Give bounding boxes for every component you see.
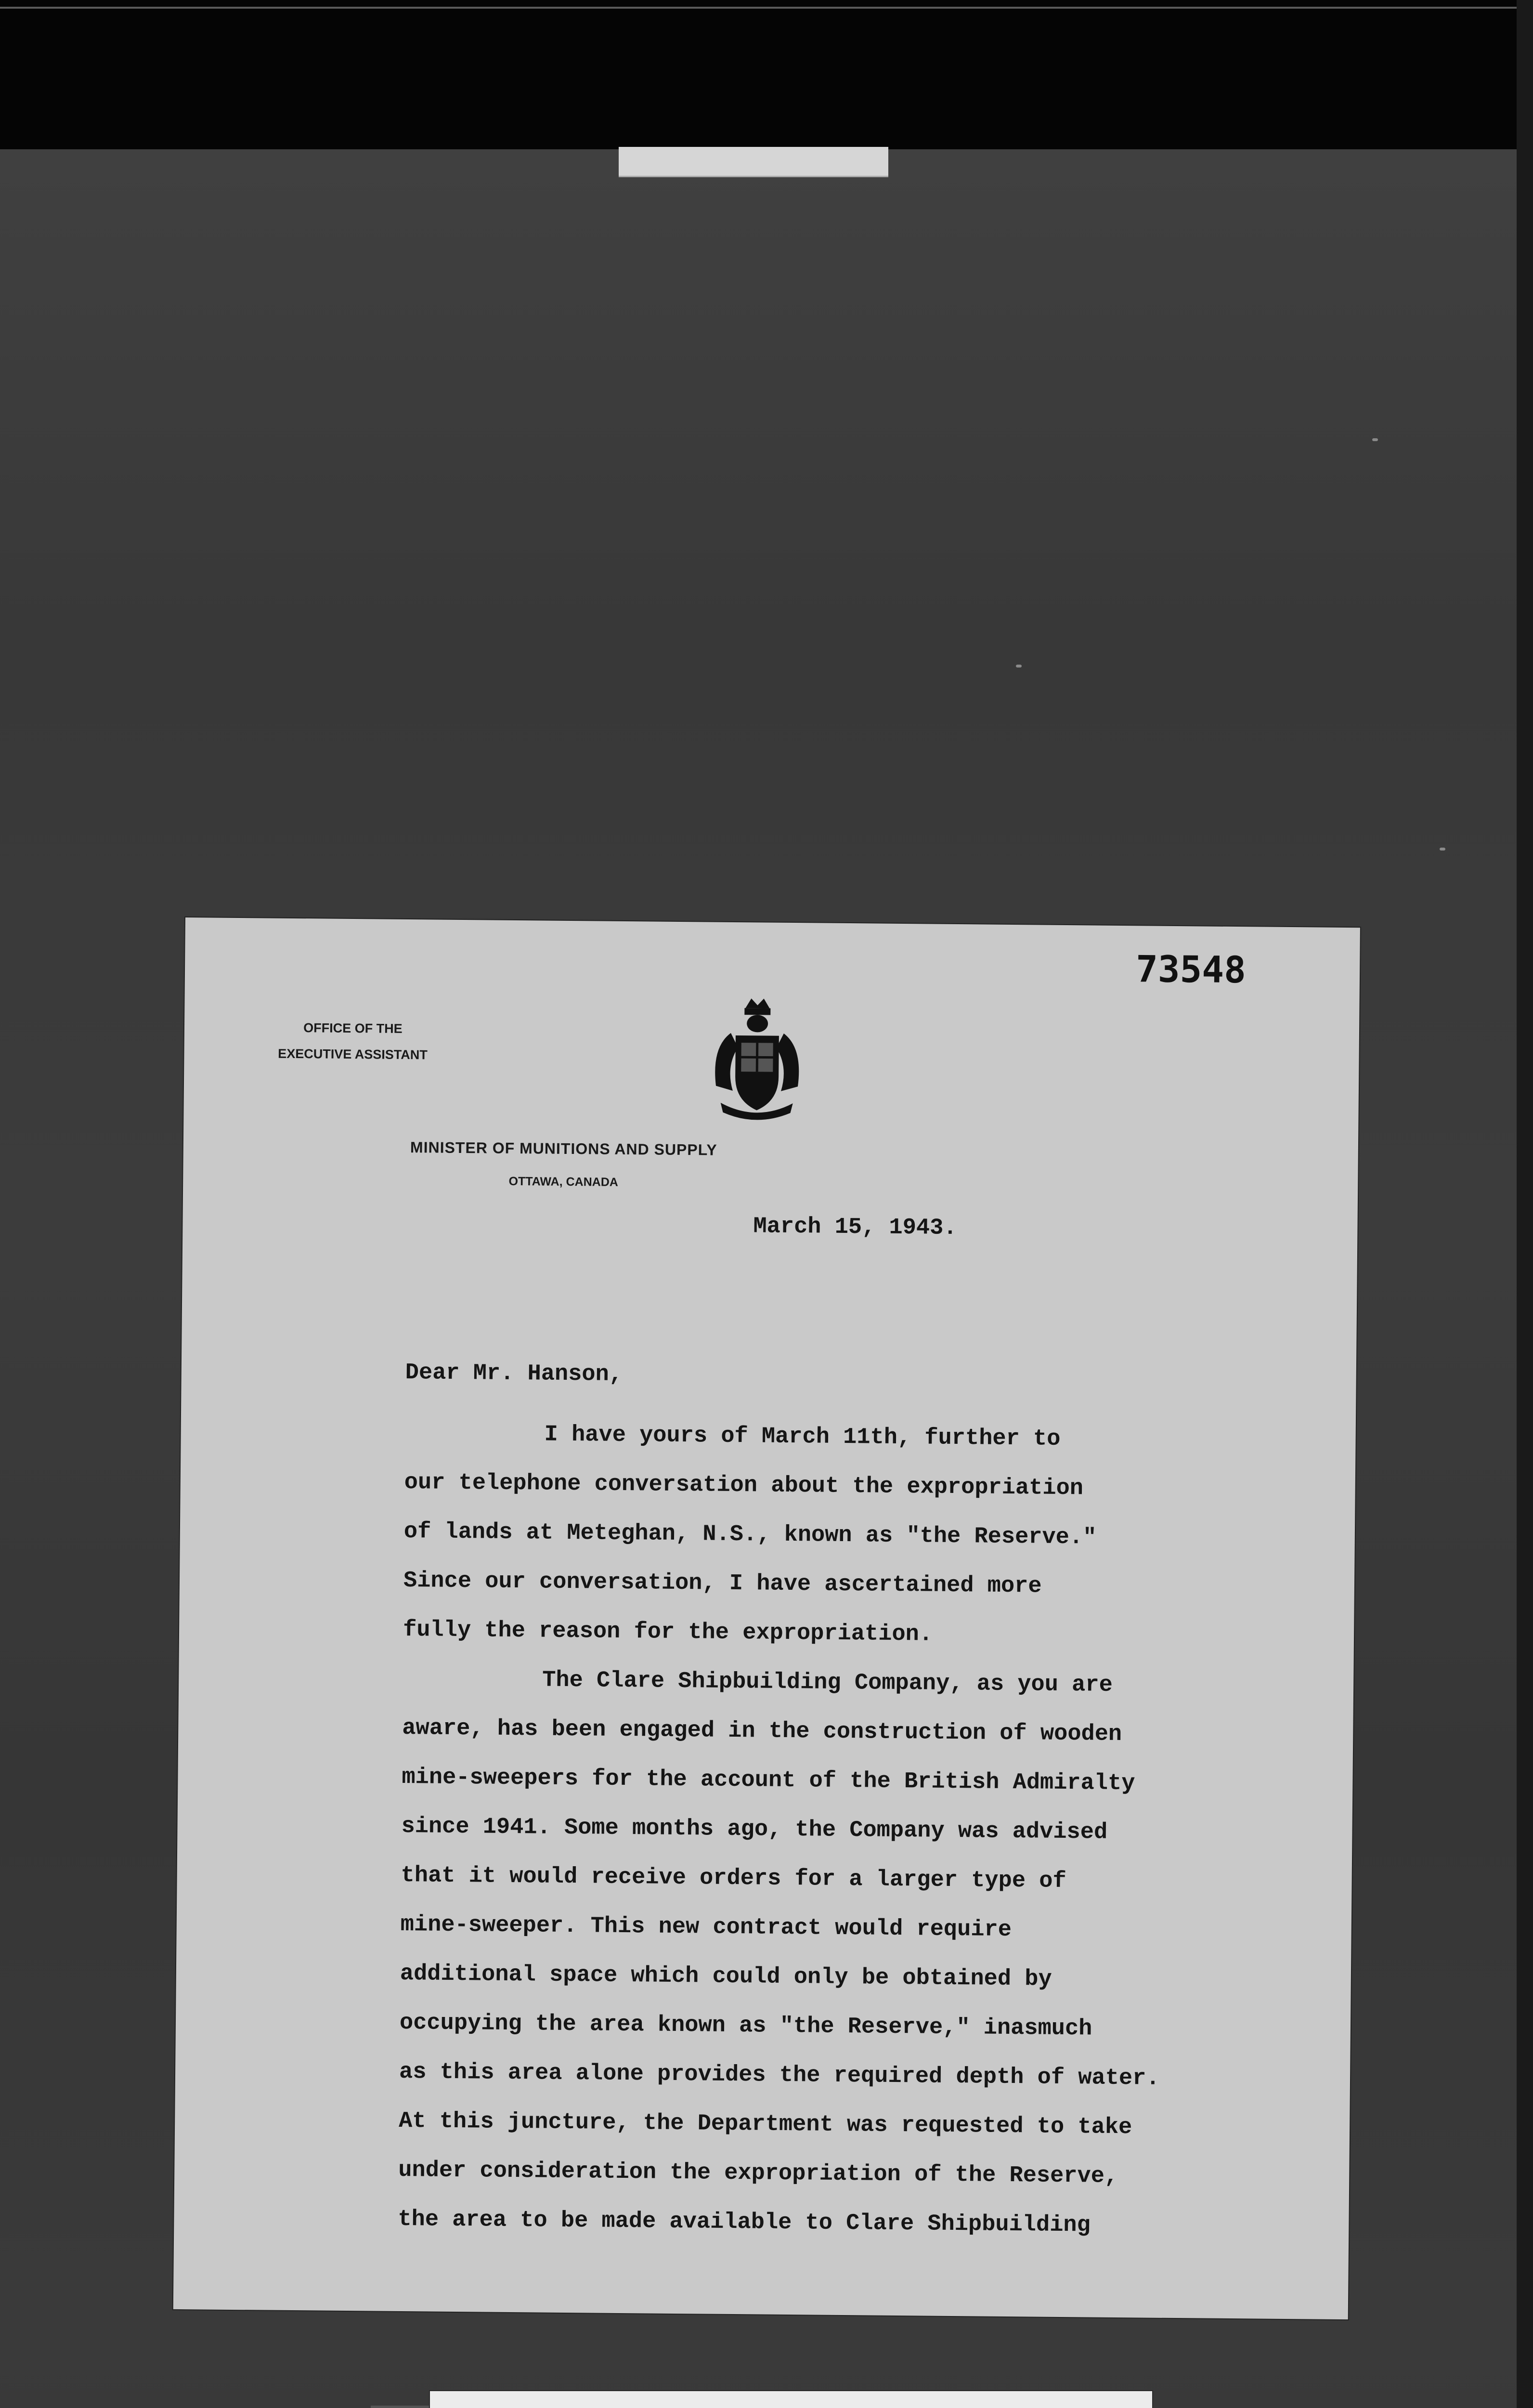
dust-speck — [1372, 438, 1378, 441]
document-number: 73548 — [1135, 947, 1247, 992]
body-line: mine-sweepers for the account of the British Admiralty — [402, 1764, 1135, 1797]
top-tape-strip — [619, 147, 888, 177]
body-line: as this area alone provides the required depth of water. — [399, 2059, 1160, 2092]
office-block — [251, 1014, 454, 1068]
body-line: I have yours of March 11th, further to — [544, 1422, 1061, 1452]
film-top-band — [0, 0, 1533, 149]
body-line: aware, has been engaged in the construction of wooden — [402, 1715, 1122, 1748]
volume-label — [430, 2391, 1152, 2408]
body-line: that it would receive orders for a larger type of — [401, 1862, 1066, 1895]
letterhead-city: OTTAWA, CANADA — [508, 1174, 618, 1189]
tape-piece — [371, 2406, 436, 2408]
body-line: additional space which could only be obtained by — [400, 1961, 1052, 1992]
body-line: The Clare Shipbuilding Company, as you are — [542, 1667, 1113, 1698]
office-line: EXECUTIVE ASSISTANT — [278, 1046, 428, 1062]
body-line: the area to be made available to Clare Shipbuilding — [398, 2206, 1091, 2238]
body-line: our telephone conversation about the expropriation — [404, 1470, 1084, 1502]
letterhead-title: MINISTER OF MUNITIONS AND SUPPLY — [410, 1139, 717, 1159]
dust-speck — [1440, 848, 1445, 851]
body-line: Since our conversation, I have ascertained more — [403, 1568, 1042, 1599]
coat-of-arms-crest-icon — [711, 995, 803, 1121]
body-line: of lands at Meteghan, N.S., known as "the Reserve." — [403, 1519, 1097, 1551]
letter-sheet — [173, 917, 1360, 2319]
film-edge-line — [0, 7, 1533, 9]
body-line: under consideration the expropriation of the Reserve, — [398, 2157, 1118, 2190]
body-line: fully the reason for the expropriation. — [403, 1617, 933, 1648]
body-line: At this juncture, the Department was requested to take — [398, 2108, 1132, 2141]
body-line: occupying the area known as "the Reserve," inasmuch — [399, 2010, 1092, 2042]
body-line: since 1941. Some months ago, the Company was advised — [401, 1813, 1108, 1845]
letter-date: March 15, 1943. — [753, 1214, 957, 1242]
dust-speck — [1016, 665, 1022, 667]
office-line: OFFICE OF THE — [303, 1021, 403, 1036]
letter-body — [398, 1409, 1320, 2252]
salutation: Dear Mr. Hanson, — [405, 1360, 623, 1387]
film-right-edge — [1517, 0, 1533, 2408]
body-line: mine-sweeper. This new contract would require — [400, 1911, 1012, 1943]
